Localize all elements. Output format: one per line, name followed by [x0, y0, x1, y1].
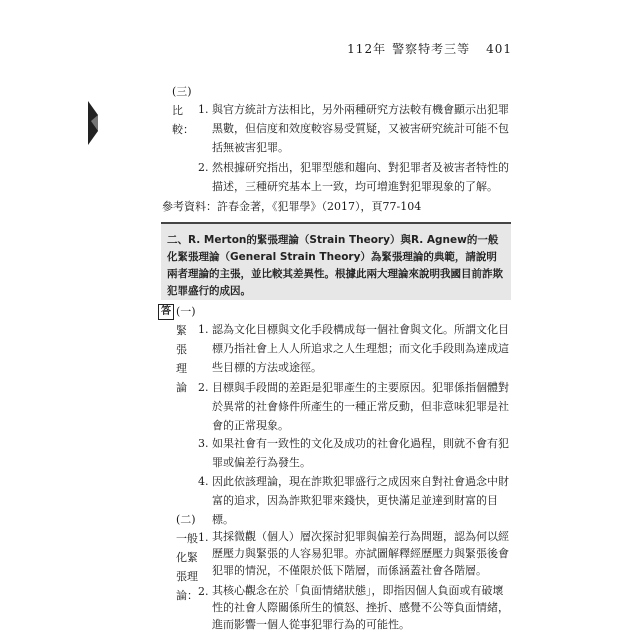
- reference-line: 參考資料：許春金著，《犯罪學》（2017），頁77-104: [162, 200, 422, 213]
- compare-heading: (三) 比較：: [172, 85, 194, 136]
- general-strain-item-2-text: 其核心觀念在於「負面情緒狀態」，即指因個人負面或有破壞性的社會人際關係所生的憤怒、挫折、感覺不公等負面情緒，進而影響一個人從事犯罪行為的可能性。: [212, 584, 509, 631]
- header-year: 112年: [347, 42, 387, 56]
- compare-item-2-text: 然根據研究指出，犯罪型態和趨向、對犯罪者及被害者特性的描述，三種研究基本上一致，均可增進對犯罪現象的了解。: [212, 161, 509, 193]
- strain-item-2-num: 2.: [198, 381, 209, 394]
- compare-item-2-num: 2.: [198, 161, 209, 174]
- section-tab-marker: [88, 101, 104, 145]
- general-strain-heading: (二) 一般化緊張理論：: [176, 513, 198, 602]
- header-exam-title: 警察特考三等: [392, 42, 471, 56]
- general-strain-item-1-text: 其採微觀（個人）層次探討犯罪與偏差行為問題，認為何以經歷壓力與緊張的人容易犯罪。亦試圖解釋經歷壓力與緊張後會犯罪的情況，不僅限於低下階層，而係涵蓋社會各階層。: [212, 530, 509, 577]
- page-header: [347, 40, 512, 57]
- strain-item-3-text: 如果社會有一致性的文化及成功的社會化過程，則就不會有犯罪或偏差行為發生。: [212, 437, 509, 469]
- strain-item-3-num: 3.: [198, 437, 209, 450]
- strain-item-4-text: 因此依該理論，現在詐欺犯罪盛行之成因來自對社會過念中財富的追求，因為詐欺犯罪來錢快，更快滿足並達到財富的目標。: [212, 475, 509, 526]
- strain-item-2-text: 目標與手段間的差距是犯罪產生的主要原因。犯罪係指個體對於異常的社會條件所產生的一種正常反動，但非意味犯罪是社會的正常現象。: [212, 381, 509, 432]
- question-box: [161, 222, 511, 300]
- general-strain-item-1-num: 1.: [198, 531, 209, 544]
- strain-item-1-text: 認為文化目標與文化手段構成每一個社會與文化。所謂文化目標乃指社會上人人所追求之人生理想；而文化手段則為達成這些目標的方法或途徑。: [212, 323, 509, 374]
- strain-item-1-num: 1.: [198, 323, 209, 336]
- question-text: 二、R. Merton的緊張理論（Strain Theory）與R. Agnew的一般化緊張理論（General Strain Theory）為緊張理論的典範，請說明兩者理論的主張，並比較其差異性。根據此兩大理論來說明我國目前詐欺犯罪盛行的成因。: [167, 234, 503, 297]
- strain-item-4-num: 4.: [198, 475, 209, 488]
- general-strain-item-2-num: 2.: [198, 585, 209, 598]
- strain-theory-heading: (一) 緊張理論: [176, 305, 196, 394]
- compare-item-1-text: 與官方統計方法相比，另外兩種研究方法較有機會顯示出犯罪黑數，但信度和效度較容易受質疑，又被害研究統計可能不包括無被害犯罪。: [212, 103, 509, 154]
- page-number: 401: [486, 42, 512, 56]
- compare-item-1-num: 1.: [198, 103, 209, 116]
- answer-badge: 答: [158, 304, 174, 320]
